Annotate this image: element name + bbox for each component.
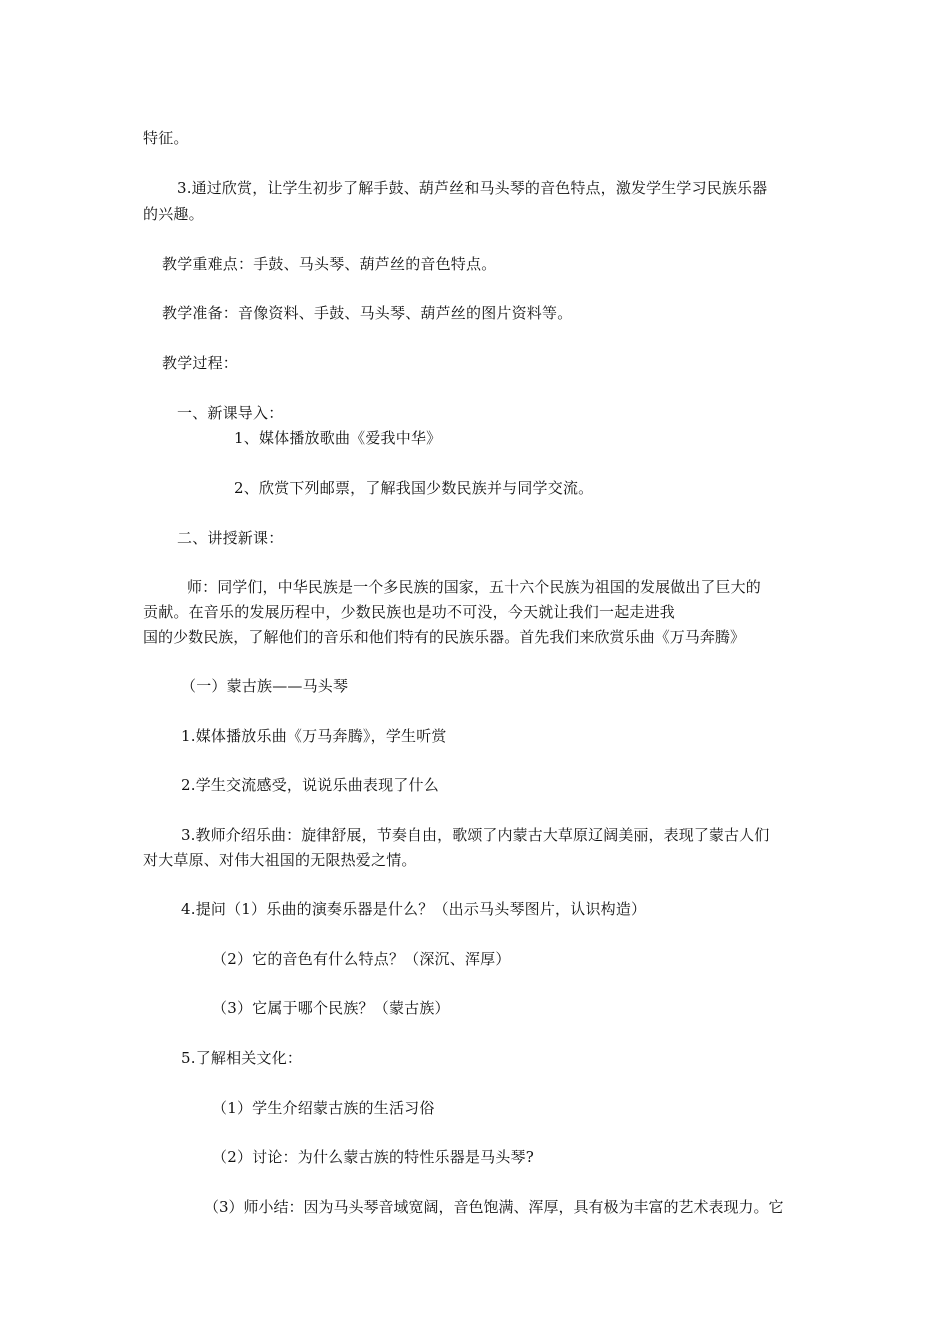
step-3-line-2: 对大草原、对伟大祖国的无限热爱之情。 — [143, 851, 417, 869]
teaching-process-heading: 教学过程： — [162, 354, 239, 372]
section-1-heading: 一、新课导入： — [177, 404, 284, 422]
section-1-item-1: 1、媒体播放歌曲《爱我中华》 — [234, 429, 442, 447]
section-1-item-2: 2、欣赏下列邮票，了解我国少数民族并与同学交流。 — [234, 479, 594, 497]
step-2: 2.学生交流感受，说说乐曲表现了什么 — [181, 776, 439, 794]
step-5-item-2: （2）讨论：为什么蒙古族的特性乐器是马头琴? — [212, 1148, 534, 1166]
teaching-preparation: 教学准备：音像资料、手鼓、马头琴、葫芦丝的图片资料等。 — [162, 304, 573, 322]
key-points: 教学重难点：手鼓、马头琴、葫芦丝的音色特点。 — [162, 255, 497, 273]
step-4-question-2: （2）它的音色有什么特点？（深沉、浑厚） — [212, 950, 511, 968]
step-1: 1.媒体播放乐曲《万马奔腾》，学生听赏 — [181, 727, 447, 745]
section-2-heading: 二、讲授新课： — [177, 529, 284, 547]
step-4-question-3: （3）它属于哪个民族？（蒙古族） — [212, 999, 450, 1017]
teacher-intro-line-1: 师：同学们，中华民族是一个多民族的国家，五十六个民族为祖国的发展做出了巨大的 — [187, 578, 761, 596]
step-4-question-1: 4.提问（1）乐曲的演奏乐器是什么？（出示马头琴图片，认识构造） — [181, 900, 647, 918]
objective-3-line-1: 3.通过欣赏，让学生初步了解手鼓、葫芦丝和马头琴的音色特点，激发学生学习民族乐器 — [177, 179, 768, 197]
objective-3-line-2: 的兴趣。 — [143, 205, 204, 223]
step-5-item-3: （3）师小结：因为马头琴音域宽阔，音色饱满、浑厚，具有极为丰富的艺术表现力。它 — [204, 1198, 784, 1216]
step-5-item-1: （1）学生介绍蒙古族的生活习俗 — [212, 1099, 435, 1117]
paragraph-feature-end: 特征。 — [143, 129, 189, 147]
subsection-mongolian-heading: （一）蒙古族——马头琴 — [181, 677, 349, 695]
teacher-intro-line-2: 贡献。在音乐的发展历程中，少数民族也是功不可没，今天就让我们一起走进我 — [143, 603, 676, 621]
step-5-heading: 5.了解相关文化： — [181, 1049, 303, 1067]
step-3-line-1: 3.教师介绍乐曲：旋律舒展，节奏自由，歌颂了内蒙古大草原辽阔美丽，表现了蒙古人们 — [181, 826, 770, 844]
teacher-intro-line-3: 国的少数民族，了解他们的音乐和他们特有的民族乐器。首先我们来欣赏乐曲《万马奔腾》 — [143, 628, 746, 646]
